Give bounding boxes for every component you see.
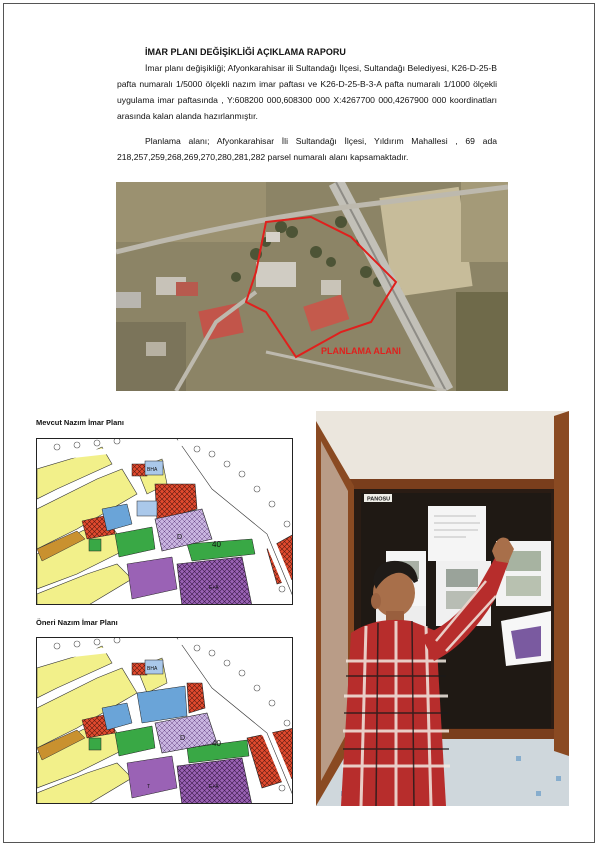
existing-plan-map <box>36 438 293 605</box>
plan-label-ea: E+A <box>209 585 219 591</box>
report-title: İMAR PLANI DEĞİŞİKLİĞİ AÇIKLAMA RAPORU <box>145 47 346 57</box>
plan-label-d: D <box>180 735 186 742</box>
board-label: PANOSU <box>367 496 391 503</box>
road-width-label: 40 <box>212 739 221 748</box>
satellite-image <box>116 182 508 391</box>
plan-label-d: D <box>177 534 183 541</box>
existing-plan-title: Mevcut Nazım İmar Planı <box>36 418 124 427</box>
report-paragraph-1: İmar planı değişikliği; Afyonkarahisar ili Sultandağı İlçesi, Sultandağı Belediyesi, K26-D-25-B pafta numaralı 1/5000 ölçekli nazım imar paftası ve K26-D-25-B-3-A pafta numaralı 1/1000 ölçekli uygulama imar paftasında , Y:608200 000,608300 000 X:4267700 000,4267900 000 koordinatları arasında kalan alanda hazırlanmıştır. <box>117 63 497 121</box>
proposed-plan-map <box>36 637 293 804</box>
plan-label-ea: E+A <box>209 784 219 790</box>
plan-label-bha: BHA <box>147 666 158 672</box>
report-text <box>117 45 497 165</box>
proposed-plan-title: Öneri Nazım İmar Planı <box>36 618 118 627</box>
notice-board-photo <box>316 411 569 806</box>
road-width-label: 40 <box>212 540 221 549</box>
plan-label-t: T <box>147 784 151 790</box>
report-paragraph-2: Planlama alanı; Afyonkarahisar İli Sultandağı İlçesi, Yıldırım Mahallesi , 69 ada 218,257,259,268,269,270,280,281,282 parsel numaralı alanı kapsamaktadır. <box>117 136 497 162</box>
plan-label-bha: BHA <box>147 467 158 473</box>
planning-area-label: PLANLAMA ALANI <box>321 346 401 356</box>
